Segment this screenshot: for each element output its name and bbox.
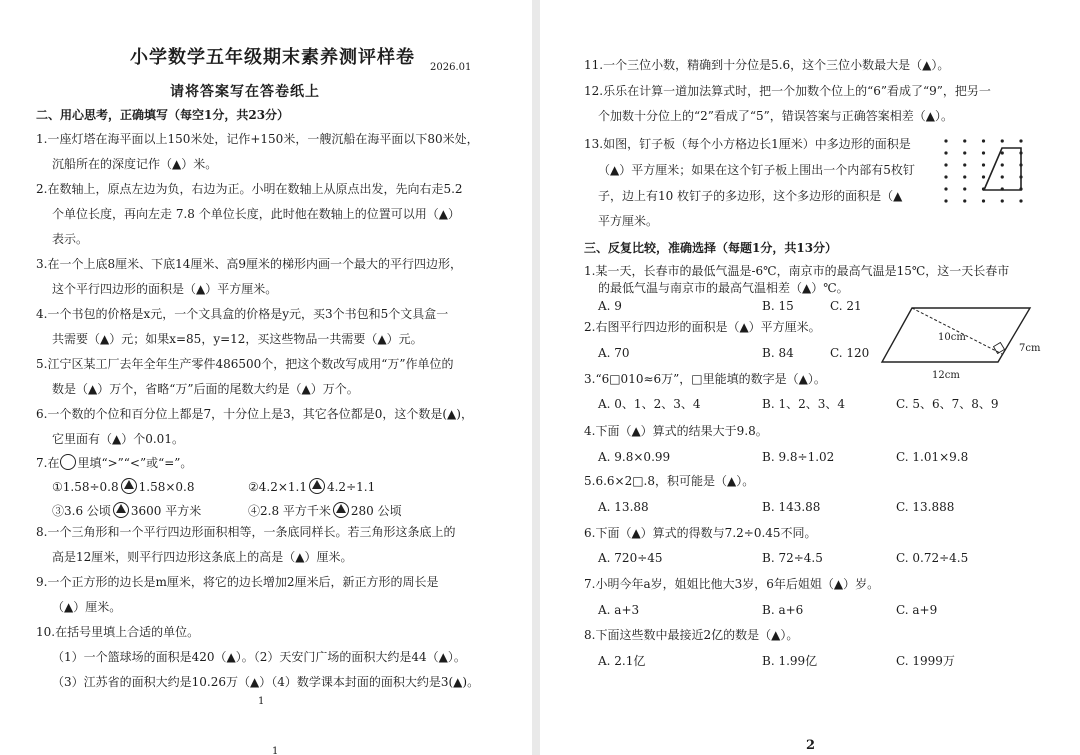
peg-dot xyxy=(982,151,985,154)
exam-title: 小学数学五年级期末素养测评样卷 xyxy=(130,47,415,68)
question-line: （▲）平方厘米；如果在这个钉子板上围出一个内部有5枚钉 xyxy=(598,163,915,177)
page-number-lower: 1 xyxy=(272,746,279,755)
question-line: 1.一座灯塔在海平面以上150米处，记作+150米，一艘沉船在海平面以下80米处， xyxy=(36,132,479,146)
question-line: 表示。 xyxy=(52,232,89,246)
question-line: 3.在一个上底8厘米、下底14厘米、高9厘米的梯形内画一个最大的平行四边形， xyxy=(36,257,462,271)
section-3-heading: 三、反复比较，准确选择（每题1分，共13分） xyxy=(584,241,838,255)
peg-dot xyxy=(963,199,966,202)
option-c: C. 1999万 xyxy=(896,654,955,668)
answer-triangle-icon xyxy=(333,502,349,518)
comparison-row xyxy=(52,478,194,495)
comparison-left: ①1.58÷0.8 xyxy=(52,480,119,494)
question-line: 共需要（▲）元；如果x=85，y=12，买这些物品一共需要（▲）元。 xyxy=(52,332,423,346)
section-2-heading: 二、用心思考，正确填写（每空1分，共23分） xyxy=(36,108,290,122)
option-a: A. 70 xyxy=(598,346,630,360)
peg-board-figure xyxy=(943,137,1023,207)
option-c: C. 120 xyxy=(830,346,870,360)
option-c: C. 13.888 xyxy=(896,500,955,514)
option-a: A. 0、1、2、3、4 xyxy=(598,397,701,411)
option-a: A. a+3 xyxy=(598,603,640,617)
option-b: B. 1.99亿 xyxy=(762,654,818,668)
comparison-right: 280 公顷 xyxy=(350,504,402,518)
exam-page-2 xyxy=(540,0,1080,755)
question-line: 4.下面（▲）算式的结果大于9.8。 xyxy=(584,424,768,438)
question-line: 10.在括号里填上合适的单位。 xyxy=(36,625,200,639)
peg-dot xyxy=(982,175,985,178)
question-line: 平方厘米。 xyxy=(598,214,659,228)
question-line: 9.一个正方形的边长是m厘米，将它的边长增加2厘米后，新正方形的周长是 xyxy=(36,575,439,589)
question-line: 的最低气温与南京市的最高气温相差（▲）℃。 xyxy=(598,281,849,295)
comparison-row xyxy=(248,478,375,495)
question-line: （3）江苏省的面积大约是10.26万（▲）（4）数学课本封面的面积大约是3(▲)。 xyxy=(52,675,480,689)
question-line: 它里面有（▲）个0.01。 xyxy=(52,432,184,446)
option-c: C. 5、6、7、8、9 xyxy=(896,397,999,411)
peg-dot xyxy=(944,175,947,178)
question-line: 子，边上有10 枚钉子的多边形，这个多边形的面积是（▲ xyxy=(598,189,903,203)
question-line: 8.下面这些数中最接近2亿的数是（▲）。 xyxy=(584,628,799,642)
peg-dot xyxy=(944,187,947,190)
peg-dot xyxy=(1001,163,1004,166)
option-c: C. a+9 xyxy=(896,603,938,617)
question-line: 个加数十分位上的“2”看成了“5”，错误答案与正确答案相差（▲）。 xyxy=(598,109,954,123)
question-line: 12.乐乐在计算一道加法算式时，把一个加数个位上的“6”看成了“9”，把另一 xyxy=(584,84,991,98)
question-line: 高是12厘米，则平行四边形这条底上的高是（▲）厘米。 xyxy=(52,550,353,564)
question-text: 里填“>”“<”或“=”。 xyxy=(77,456,193,470)
peg-dot xyxy=(963,175,966,178)
question-line: 13.如图，钉子板（每个小方格边长1厘米）中多边形的面积是 xyxy=(584,137,911,151)
question-line: 6.下面（▲）算式的得数与7.2÷0.45不同。 xyxy=(584,526,817,540)
peg-dot xyxy=(944,199,947,202)
option-b: B. 72÷4.5 xyxy=(762,551,823,565)
side-label: 7cm xyxy=(1019,343,1041,354)
peg-dot xyxy=(1001,175,1004,178)
comparison-left: ②4.2×1.1 xyxy=(248,480,307,494)
question-line: 个单位长度，再向左走 7.8 个单位长度，此时他在数轴上的位置可以用（▲） xyxy=(52,207,460,221)
option-b: B. 9.8÷1.02 xyxy=(762,450,835,464)
question-line: 11.一个三位小数，精确到十分位是5.6，这个三位小数最大是（▲）。 xyxy=(584,58,950,72)
peg-dot xyxy=(963,139,966,142)
peg-dot xyxy=(982,139,985,142)
option-b: B. 1、2、3、4 xyxy=(762,397,845,411)
peg-dot xyxy=(944,139,947,142)
peg-dot xyxy=(982,199,985,202)
question-line: 3.“6□010≈6万”，□里能填的数字是（▲）。 xyxy=(584,372,826,386)
question-line: 5.江宁区某工厂去年全年生产零件486500个，把这个数改写成用“万”作单位的 xyxy=(36,357,454,371)
option-b: B. 143.88 xyxy=(762,500,821,514)
option-a: A. 13.88 xyxy=(598,500,649,514)
peg-dot xyxy=(1001,139,1004,142)
option-c: C. 1.01×9.8 xyxy=(896,450,969,464)
comparison-right: 1.58×0.8 xyxy=(138,480,195,494)
comparison-right: 3600 平方米 xyxy=(130,504,202,518)
option-b: B. a+6 xyxy=(762,603,804,617)
question-line: 沉船所在的深度记作（▲）米。 xyxy=(52,157,218,171)
question-7-line xyxy=(36,454,192,471)
question-line: 2.右图平行四边形的面积是（▲）平方厘米。 xyxy=(584,320,821,334)
comparison-left: ③3.6 公顷 xyxy=(52,504,111,518)
blank-circle-icon xyxy=(60,454,76,470)
option-a: A. 720÷45 xyxy=(598,551,663,565)
answer-triangle-icon xyxy=(121,478,137,494)
exam-page-1 xyxy=(0,0,532,755)
question-line: 数是（▲）万个，省略“万”后面的尾数大约是（▲）万个。 xyxy=(52,382,359,396)
option-a: A. 9.8×0.99 xyxy=(598,450,671,464)
option-c: C. 0.72÷4.5 xyxy=(896,551,969,565)
answer-triangle-icon xyxy=(309,478,325,494)
comparison-row xyxy=(52,502,201,519)
question-line: 2.在数轴上，原点左边为负，右边为正。小明在数轴上从原点出发，先向右走5.2 xyxy=(36,182,463,196)
option-a: A. 2.1亿 xyxy=(598,654,646,668)
page-number: 1 xyxy=(258,696,265,707)
peg-dot xyxy=(963,151,966,154)
question-line: 5.6.6×2□.8，积可能是（▲）。 xyxy=(584,474,755,488)
question-line: 8.一个三角形和一个平行四边形面积相等，一条底同样长。若三角形这条底上的 xyxy=(36,525,456,539)
peg-dot xyxy=(1019,199,1022,202)
peg-dot xyxy=(1001,199,1004,202)
exam-instruction: 请将答案写在答卷纸上 xyxy=(170,84,320,100)
option-b: B. 15 xyxy=(762,299,794,313)
question-line: 6.一个数的个位和百分位上都是7，十分位上是3，其它各位都是0，这个数是(▲)， xyxy=(36,407,473,421)
option-c: C. 21 xyxy=(830,299,862,313)
question-line: （▲）厘米。 xyxy=(52,600,122,614)
peg-dot xyxy=(1019,139,1022,142)
question-line: 4.一个书包的价格是x元，一个文具盒的价格是y元，买3个书包和5个文具盒一 xyxy=(36,307,449,321)
peg-dot xyxy=(944,163,947,166)
height-label: 10cm xyxy=(938,332,966,343)
peg-dot xyxy=(944,151,947,154)
question-text: 7.在 xyxy=(36,456,60,470)
question-line: （1）一个篮球场的面积是420（▲）。（2）天安门广场的面积大约是44（▲）。 xyxy=(52,650,466,664)
page-number: 2 xyxy=(806,738,816,753)
question-line: 1.某一天，长春市的最低气温是-6℃，南京市的最高气温是15℃，这一天长春市 xyxy=(584,264,1010,278)
exam-date: 2026.01 xyxy=(430,62,472,73)
comparison-left: ④2.8 平方千米 xyxy=(248,504,331,518)
peg-dot xyxy=(982,163,985,166)
comparison-right: 4.2÷1.1 xyxy=(326,480,376,494)
answer-triangle-icon xyxy=(113,502,129,518)
option-b: B. 84 xyxy=(762,346,794,360)
question-line: 7.小明今年a岁，姐姐比他大3岁，6年后姐姐（▲）岁。 xyxy=(584,577,880,591)
base-label: 12cm xyxy=(932,370,960,381)
peg-dot xyxy=(963,187,966,190)
peg-dot xyxy=(963,163,966,166)
option-a: A. 9 xyxy=(598,299,622,313)
question-line: 这个平行四边形的面积是（▲）平方厘米。 xyxy=(52,282,278,296)
comparison-row xyxy=(248,502,402,519)
